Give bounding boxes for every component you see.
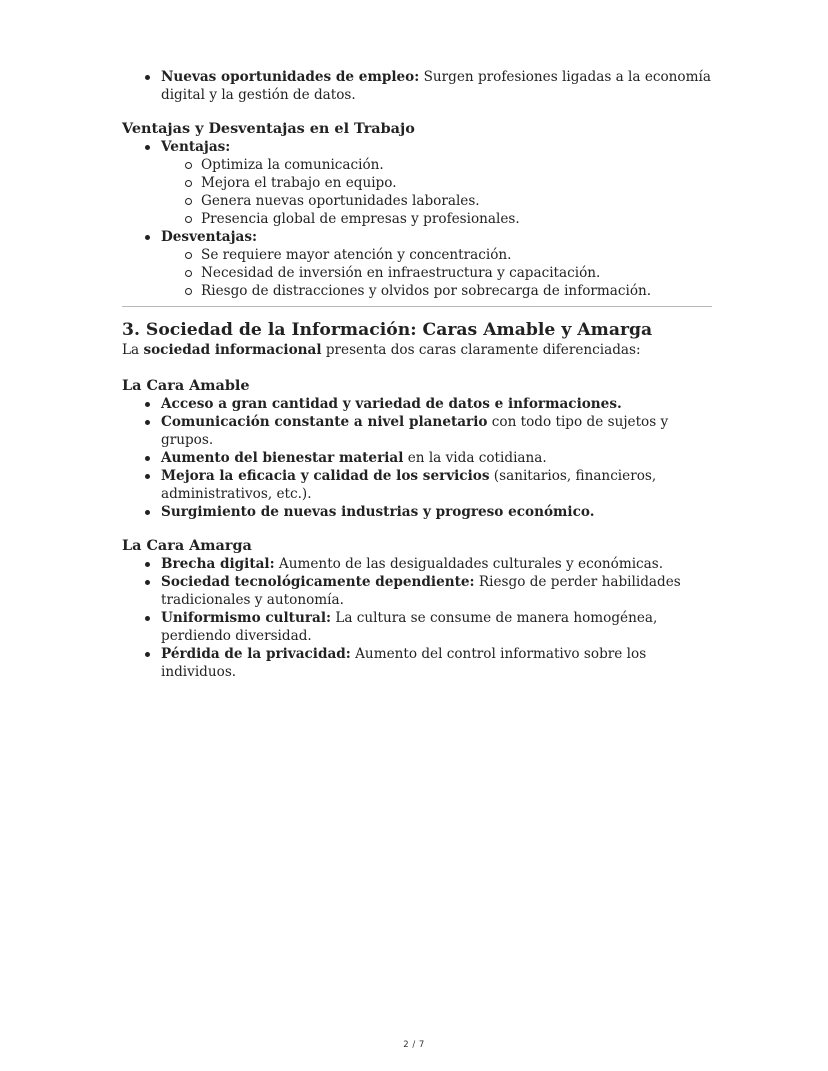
cara-amable-list — [122, 395, 712, 521]
list-item-bold: Sociedad tecnológicamente dependiente: — [161, 574, 475, 590]
advantages-item — [122, 138, 712, 228]
list-item-text: Aumento de las desigualdades culturales y económicas. — [274, 556, 664, 572]
list-item-bold: Uniformismo cultural: — [161, 610, 332, 626]
work-section-heading: Ventajas y Desventajas en el Trabajo — [122, 120, 415, 137]
list-item: Necesidad de inversión en infraestructura y capacitación. — [161, 264, 712, 282]
list-item-text: en la vida cotidiana. — [403, 450, 547, 466]
list-item — [122, 503, 712, 521]
list-item — [122, 449, 712, 467]
list-item-bold: Comunicación constante a nivel planetario — [161, 414, 488, 430]
page-number: 2 / 7 — [403, 1040, 425, 1050]
intro-bold: sociedad informacional — [143, 342, 322, 358]
list-item-bold: Acceso a gran cantidad y variedad de datos e informaciones. — [161, 396, 622, 412]
list-item — [122, 413, 712, 449]
list-item — [122, 609, 712, 645]
intro-post: presenta dos caras claramente diferenciadas: — [321, 342, 641, 358]
list-item: Se requiere mayor atención y concentración. — [161, 246, 712, 264]
advantages-label: Ventajas: — [161, 139, 231, 155]
list-item-bold: Pérdida de la privacidad: — [161, 646, 351, 662]
page-content — [122, 68, 712, 681]
list-item: Mejora el trabajo en equipo. — [161, 174, 712, 192]
list-item-text: Riesgo de perder habilidades tradicionales y autonomía. — [161, 574, 681, 608]
list-item-bold: Aumento del bienestar material — [161, 450, 404, 466]
list-item — [122, 467, 712, 503]
disadvantages-item — [122, 228, 712, 300]
list-item-text: La cultura se consume de manera homogénea, perdiendo diversidad. — [161, 610, 658, 644]
intro-pre: La — [122, 342, 144, 358]
cara-amarga-list — [122, 555, 712, 681]
advantages-list — [161, 156, 712, 228]
list-item — [122, 573, 712, 609]
disadvantages-label: Desventajas: — [161, 229, 258, 245]
cara-amarga-heading: La Cara Amarga — [122, 537, 252, 554]
list-item-text: Aumento del control informativo sobre los individuos. — [161, 646, 647, 680]
list-item — [122, 68, 712, 104]
disadvantages-list — [161, 246, 712, 300]
section-title: 3. Sociedad de la Información: Caras Amable y Amarga — [122, 320, 653, 340]
list-item: Presencia global de empresas y profesionales. — [161, 210, 712, 228]
list-item-bold: Brecha digital: — [161, 556, 275, 572]
list-item — [122, 555, 712, 573]
list-item-text: con todo tipo de sujetos y grupos. — [161, 414, 669, 448]
list-item: Riesgo de distracciones y olvidos por sobrecarga de información. — [161, 282, 712, 300]
list-item-bold: Mejora la eficacia y calidad de los servicios — [161, 468, 490, 484]
list-item-text: (sanitarios, financieros, administrativos, etc.). — [161, 468, 657, 502]
list-item-bold: Nuevas oportunidades de empleo: — [161, 69, 420, 85]
cara-amable-heading: La Cara Amable — [122, 377, 250, 394]
list-item: Genera nuevas oportunidades laborales. — [161, 192, 712, 210]
list-item — [122, 645, 712, 681]
list-item-text: Surgen profesiones ligadas a la economía digital y la gestión de datos. — [161, 69, 711, 103]
employment-list — [122, 68, 712, 104]
list-item-bold: Surgimiento de nuevas industrias y progreso económico. — [161, 504, 595, 520]
work-pros-cons-list — [122, 138, 712, 300]
section-intro — [122, 341, 712, 359]
list-item — [122, 395, 712, 413]
list-item: Optimiza la comunicación. — [161, 156, 712, 174]
